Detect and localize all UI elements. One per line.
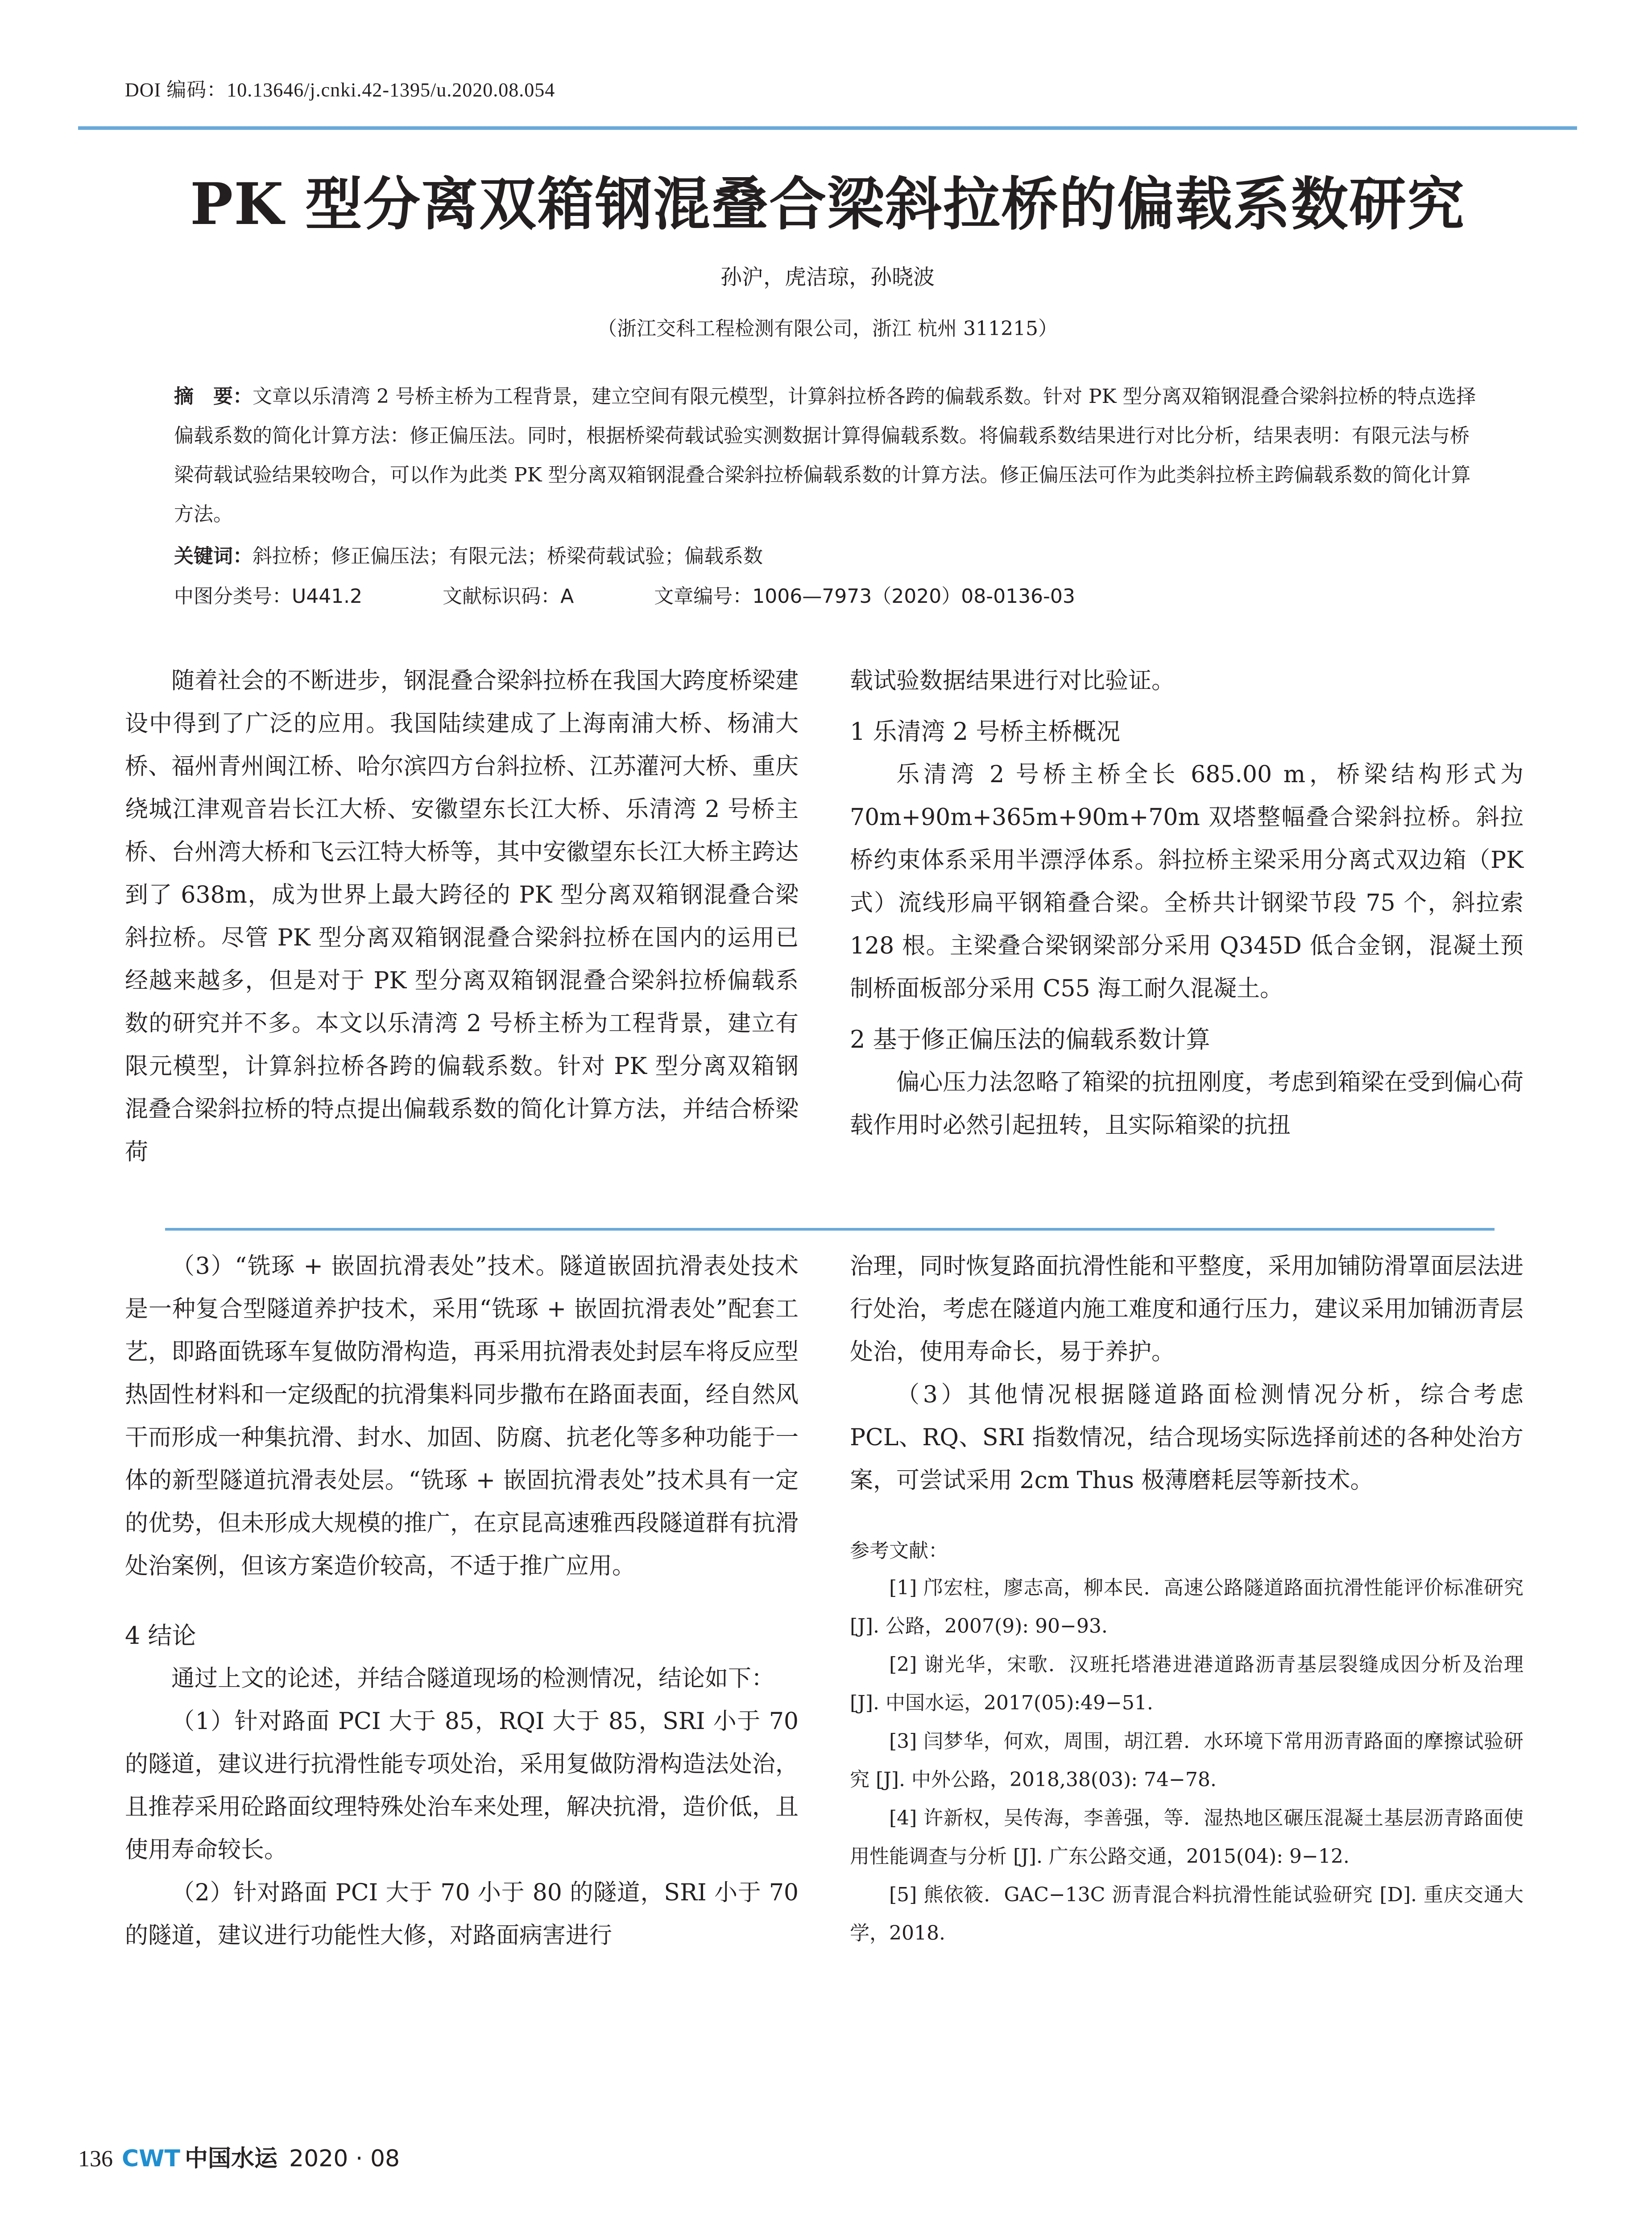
page-number: 136: [78, 2146, 113, 2172]
section-heading-conclusion: 4 结论: [125, 1621, 196, 1650]
magazine-name: 中国水运: [185, 2145, 278, 2172]
section-heading-2: 2 基于修正偏压法的偏载系数计算: [850, 1025, 1210, 1053]
clc-number: 中图分类号：U441.2: [174, 585, 363, 608]
intro-paragraph: 随着社会的不断进步，钢混叠合梁斜拉桥在我国大跨度桥梁建设中得到了广泛的应用。我国陆续建成了上海南浦大桥、杨浦大桥、福州青州闽江桥、哈尔滨四方台斜拉桥、江苏灌河大桥、重庆绕城江津观音岩长江大桥、安徽望东长江大桥、乐清湾 2 号桥主桥、台州湾大桥和飞云江特大桥等，其中安徽望东长江大桥主跨达到了 638m，成为世界上最大跨径的 PK 型分离双箱钢混叠合梁斜拉桥。尽管 PK 型分离双箱钢混叠合梁斜拉桥在国内的运用已经越来越多，但是对于 PK 型分离双箱钢混叠合梁斜拉桥偏载系数的研究并不多。本文以乐清湾 2 号桥主桥为工程背景，建立有限元模型，计算斜拉桥各跨的偏载系数。针对 PK 型分离双箱钢混叠合梁斜拉桥的特点提出偏载系数的简化计算方法，并结合桥梁荷: [125, 668, 799, 1165]
column-1: [125, 659, 799, 1174]
page-footer: [78, 2140, 400, 2173]
abstract: [174, 377, 1477, 534]
column-4: [850, 1245, 1524, 1953]
references-title: 参考文献：: [850, 1539, 948, 1562]
reference-item: [4] 许新权，吴传海，李善强，等．湿热地区碾压混凝土基层沥青路面使用性能调查与分析 [J]. 广东公路交通，2015(04): 9−12.: [850, 1807, 1524, 1868]
reference-item: [5] 熊依筱．GAC−13C 沥青混合料抗滑性能试验研究 [D]. 重庆交通大学，2018.: [850, 1883, 1524, 1945]
issue-number: 2020 · 08: [289, 2145, 400, 2172]
article-title: PK 型分离双箱钢混叠合梁斜拉桥的偏载系数研究: [190, 171, 1466, 238]
document-code: 文献标识码：A: [443, 585, 574, 608]
section-heading-1: 1 乐清湾 2 号桥主桥概况: [850, 717, 1121, 746]
affiliation: （浙江交科工程检测有限公司，浙江 杭州 311215）: [597, 317, 1058, 340]
conclusion-item-2: （2）针对路面 PCI 大于 70 小于 80 的隧道，SRI 小于 70 的隧道，建议进行功能性大修，对路面病害进行: [125, 1879, 799, 1949]
top-rule: [78, 126, 1577, 130]
keywords-text: 斜拉桥；修正偏压法；有限元法；桥梁荷载试验；偏载系数: [253, 545, 763, 568]
reference-item: [3] 闫梦华，何欢，周围，胡江碧．水环境下常用沥青路面的摩擦试验研究 [J]. 中外公路，2018,38(03): 74−78.: [850, 1730, 1524, 1791]
conclusion-item-2-continuation: 治理，同时恢复路面抗滑性能和平整度，采用加铺防滑罩面层法进行处治，考虑在隧道内施工难度和通行压力，建议采用加铺沥青层处治，使用寿命长，易于养护。: [850, 1253, 1524, 1365]
keywords: [174, 540, 1477, 568]
conclusion-intro: 通过上文的论述，并结合隧道现场的检测情况，结论如下：: [171, 1665, 775, 1692]
column-3: [125, 1245, 799, 1957]
intro-continuation: 载试验数据结果进行对比验证。: [850, 668, 1175, 694]
abstract-text: 文章以乐清湾 2 号桥主桥为工程背景，建立空间有限元模型，计算斜拉桥各跨的偏载系数。针对 PK 型分离双箱钢混叠合梁斜拉桥的特点选择偏载系数的简化计算方法：修正偏压法。同时，根据桥梁荷载试验实测数据计算得偏载系数。将偏载系数结果进行对比分析，结果表明：有限元法与桥梁荷载试验结果较吻合，可以作为此类 PK 型分离双箱钢混叠合梁斜拉桥偏载系数的计算方法。修正偏压法可作为此类斜拉桥主跨偏载系数的简化计算方法。: [174, 385, 1476, 526]
section-1-paragraph: 乐清湾 2 号桥主桥全长 685.00 m，桥梁结构形式为 70m+90m+365m+90m+70m 双塔整幅叠合梁斜拉桥。斜拉桥约束体系采用半漂浮体系。斜拉桥主梁采用分离式双边箱（PK 式）流线形扁平钢箱叠合梁。全桥共计钢梁节段 75 个，斜拉索 128 根。主梁叠合梁钢梁部分采用 Q345D 低合金钢，混凝土预制桥面板部分采用 C55 海工耐久混凝土。: [850, 761, 1524, 1002]
brand-logo: CWT: [122, 2145, 180, 2172]
paragraph-technique-3: （3）“铣琢 + 嵌固抗滑表处”技术。隧道嵌固抗滑表处技术是一种复合型隧道养护技术，采用“铣琢 + 嵌固抗滑表处”配套工艺，即路面铣琢车复做防滑构造，再采用抗滑表处封层车将反应型热固性材料和一定级配的抗滑集料同步撒布在路面表面，经自然风干而形成一种集抗滑、封水、加固、防腐、抗老化等多种功能于一体的新型隧道抗滑表处层。“铣琢 + 嵌固抗滑表处”技术具有一定的优势，但未形成大规模的推广，在京昆高速雅西段隧道群有抗滑处治案例，但该方案造价较高，不适于推广应用。: [125, 1253, 799, 1580]
classification-line: [174, 580, 1477, 609]
article-number: 文章编号：1006—7973（2020）08-0136-03: [654, 585, 1075, 608]
section-2-paragraph: 偏心压力法忽略了箱梁的抗扭刚度，考虑到箱梁在受到偏心荷载作用时必然引起扭转，且实际箱梁的抗扭: [850, 1069, 1524, 1139]
reference-item: [2] 谢光华，宋歌．汉班托塔港进港道路沥青基层裂缝成因分析及治理 [J]. 中国水运，2017(05):49−51.: [850, 1653, 1524, 1714]
authors: 孙沪，虎洁琼，孙晓波: [720, 265, 935, 290]
conclusion-item-1: （1）针对路面 PCI 大于 85，RQI 大于 85，SRI 小于 70 的隧道，建议进行抗滑性能专项处治，采用复做防滑构造法处治，且推荐采用砼路面纹理特殊处治车来处理，解决抗滑，造价低，且使用寿命较长。: [125, 1708, 799, 1863]
separator-rule: [165, 1228, 1495, 1231]
keywords-label: 关键词：: [174, 545, 253, 568]
conclusion-item-3: （3）其他情况根据隧道路面检测情况分析，综合考虑 PCL、RQ、SRI 指数情况，结合现场实际选择前述的各种处治方案，可尝试采用 2cm Thus 极薄磨耗层等新技术。: [850, 1381, 1524, 1494]
column-2: [850, 659, 1524, 1147]
abstract-label: 摘 要：: [174, 385, 253, 408]
reference-item: [1] 邝宏柱，廖志高，柳本民．高速公路隧道路面抗滑性能评价标准研究 [J]. 公路，2007(9): 90−93.: [850, 1576, 1524, 1638]
doi-line: DOI 编码：10.13646/j.cnki.42-1395/u.2020.08.054: [125, 79, 555, 101]
